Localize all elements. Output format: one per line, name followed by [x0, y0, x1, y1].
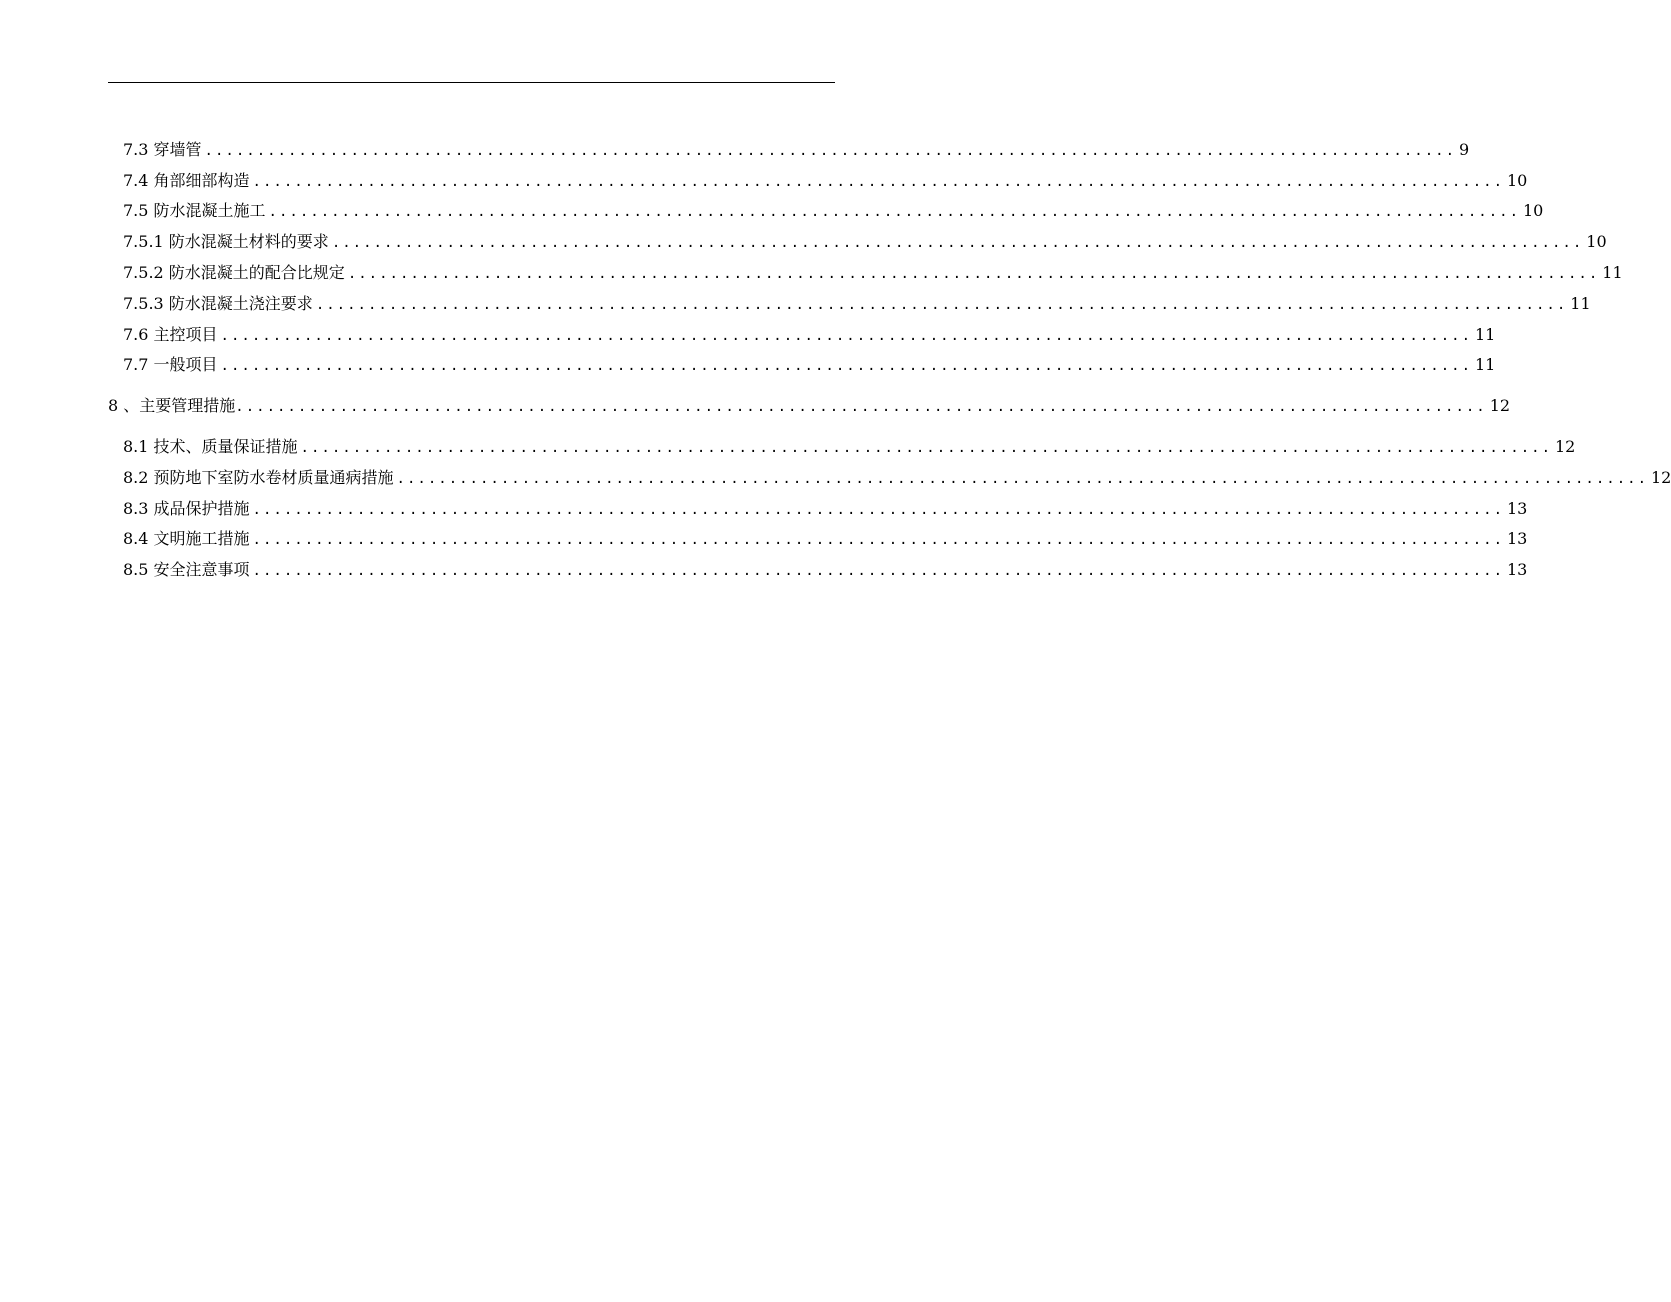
toc-entry[interactable]: [123, 200, 1544, 222]
header-rule: [108, 82, 835, 83]
toc-entry[interactable]: [123, 170, 1528, 192]
dot-leader: ........................................................................................................................: [252, 532, 1504, 548]
toc-entry-page: 10: [1586, 232, 1607, 251]
toc-entry-label: 8 、主要管理措施: [108, 396, 236, 415]
toc-entry-label: 8.2 预防地下室防水卷材质量通病措施: [123, 468, 394, 487]
toc-entry-label: 7.6 主控项目: [123, 325, 218, 344]
toc-entry[interactable]: [123, 293, 1591, 315]
dot-leader: ........................................................................................................................: [396, 471, 1648, 487]
toc-entry-label: 8.1 技术、质量保证措施: [123, 437, 298, 456]
toc-entry-label: 7.5.3 防水混凝土浇注要求: [123, 294, 313, 313]
toc-entry[interactable]: [123, 262, 1623, 284]
dot-leader: ........................................................................................................................: [204, 143, 1456, 159]
dot-leader: ........................................................................................................................: [331, 235, 1584, 251]
toc-entry[interactable]: [108, 395, 1511, 417]
toc-entry-label: 7.5.2 防水混凝土的配合比规定: [123, 263, 345, 282]
toc-entry-page: 13: [1507, 560, 1528, 579]
toc-entry-page: 10: [1523, 201, 1544, 220]
toc-entry-label: 8.3 成品保护措施: [123, 499, 250, 518]
toc-entry-page: 12: [1651, 468, 1671, 487]
toc-entry[interactable]: [123, 324, 1496, 346]
dot-leader: ........................................................................................................................: [220, 328, 1472, 344]
toc-entry[interactable]: [123, 498, 1528, 520]
toc-entry[interactable]: [123, 467, 1671, 489]
toc-entry[interactable]: [123, 559, 1528, 581]
dot-leader: ........................................................................................................................: [220, 358, 1472, 374]
toc-entry-label: 8.5 安全注意事项: [123, 560, 250, 579]
toc-entry-page: 10: [1507, 171, 1528, 190]
toc-entry-label: 7.5.1 防水混凝土材料的要求: [123, 232, 329, 251]
dot-leader: ........................................................................................................................: [235, 399, 1487, 415]
toc-entry-page: 11: [1570, 294, 1591, 313]
toc-entry[interactable]: [123, 436, 1576, 458]
toc-entry[interactable]: [123, 139, 1470, 161]
toc-entry-page: 9: [1459, 140, 1470, 159]
toc-entry-page: 13: [1507, 499, 1528, 518]
dot-leader: ........................................................................................................................: [315, 297, 1568, 313]
toc-entry-page: 13: [1507, 529, 1528, 548]
dot-leader: ........................................................................................................................: [252, 174, 1504, 190]
dot-leader: ........................................................................................................................: [268, 204, 1520, 220]
dot-leader: ........................................................................................................................: [300, 440, 1552, 456]
toc-entry-label: 7.5 防水混凝土施工: [123, 201, 266, 220]
dot-leader: ........................................................................................................................: [252, 502, 1504, 518]
toc-entry-label: 7.3 穿墙管: [123, 140, 202, 159]
toc-entry[interactable]: [123, 528, 1528, 550]
dot-leader: ........................................................................................................................: [252, 563, 1504, 579]
toc-entry[interactable]: [123, 354, 1496, 376]
toc-entry[interactable]: [123, 231, 1607, 253]
toc-entry-page: 11: [1602, 263, 1623, 282]
toc-entry-page: 12: [1489, 396, 1511, 415]
toc-entry-page: 11: [1475, 355, 1496, 374]
toc-entry-page: 11: [1475, 325, 1496, 344]
dot-leader: ........................................................................................................................: [347, 266, 1600, 282]
toc-entry-label: 7.7 一般项目: [123, 355, 218, 374]
toc-entry-label: 8.4 文明施工措施: [123, 529, 250, 548]
toc-entry-page: 12: [1555, 437, 1576, 456]
toc-entry-label: 7.4 角部细部构造: [123, 171, 250, 190]
